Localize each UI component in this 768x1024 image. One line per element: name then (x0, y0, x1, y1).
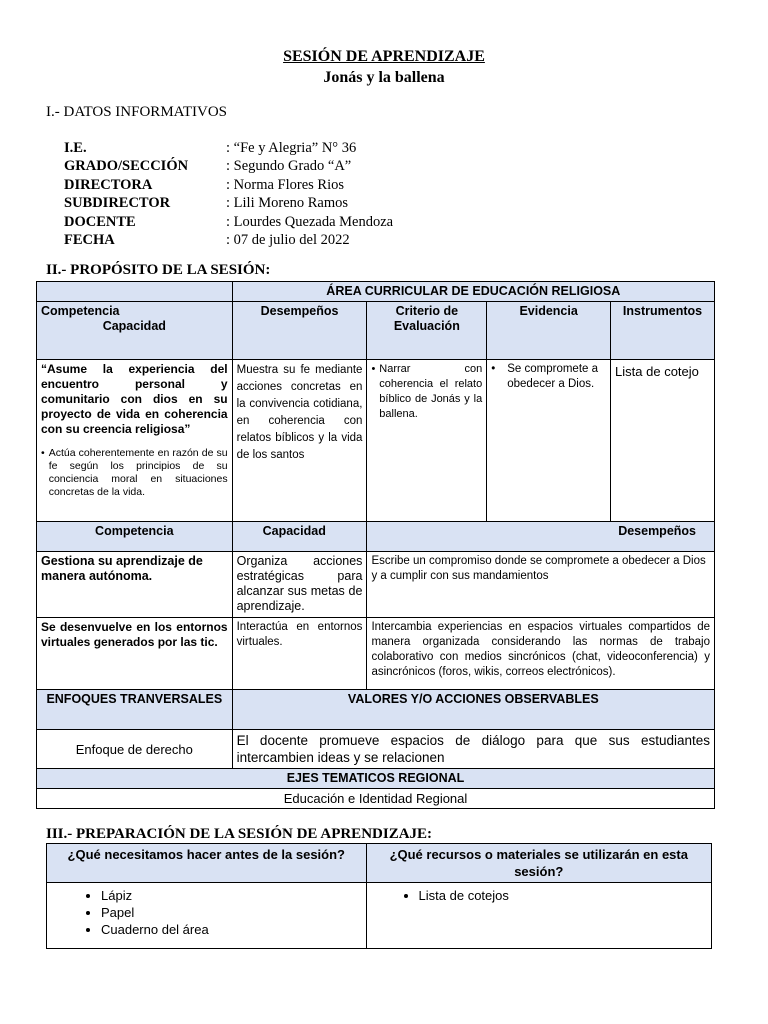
proposito-table (36, 281, 715, 809)
instrumento-text: Lista de cotejo (611, 360, 715, 522)
info-label: FECHA (64, 232, 115, 249)
info-row-ie (64, 139, 393, 157)
row3-desempeno: Intercambia experiencias en espacios virtuales compartidos de manera organizada considerando las normas de trabajo colaborativo con medios sincrónicos (chat, videoconferencia) y asincrónicos (foros, wikis, correos electrónicos). (367, 618, 715, 690)
bullet-icon: • (41, 447, 45, 459)
document-title: SESIÓN DE APRENDIZAJE (283, 48, 485, 65)
capacidad-text: Actúa coherentemente en razón de su fe según los principios de su conciencia moral en situaciones concretas de la vida. (48, 447, 228, 498)
criterio-cell (367, 360, 487, 522)
info-value: : Lili Moreno Ramos (226, 195, 349, 212)
ejes-value: Educación e Identidad Regional (37, 789, 715, 809)
datos-informativos (64, 139, 393, 249)
valores-label: VALORES Y/O ACCIONES OBSERVABLES (232, 690, 714, 730)
ejes-label: EJES TEMATICOS REGIONAL (37, 769, 715, 789)
info-label: SUBDIRECTOR (64, 195, 171, 212)
evidencia-cell (487, 360, 611, 522)
info-label: DIRECTORA (64, 176, 153, 193)
preparacion-table (46, 843, 712, 949)
prep-header-resources: ¿Qué recursos o materiales se utilizarán en esta sesión? (366, 844, 711, 883)
info-row-grado (64, 157, 393, 175)
info-row-docente (64, 213, 393, 231)
criterio-bullet (371, 362, 482, 422)
header-capacidad: Capacidad (102, 319, 166, 333)
valores-value: El docente promueve espacios de diálogo para que sus estudiantes intercambien ideas y se relacionen (232, 730, 714, 769)
evidencia-bullet (491, 362, 606, 392)
sub-header-competencia: Competencia (37, 522, 233, 552)
competencia-text: “Asume la experiencia del encuentro personal y comunitario con dios en su proyecto de vida en coherencia con su creencia religiosa” (41, 362, 228, 436)
section-1-heading: I.- DATOS INFORMATIVOS (46, 104, 227, 120)
info-label: GRADO/SECCIÓN (64, 158, 189, 175)
row2-desempeno: Escribe un compromiso donde se compromete a obedecer a Dios y a cumplir con sus mandamientos (367, 552, 715, 618)
section-2-heading: II.- PROPÓSITO DE LA SESIÓN: (46, 262, 271, 278)
info-row-subdirector (64, 194, 393, 212)
row2-capacidad: Organiza acciones estratégicas para alcanzar sus metas de aprendizaje. (232, 552, 367, 618)
competencia-cell (37, 360, 233, 522)
info-value: : Norma Flores Rios (226, 176, 345, 193)
bullet-icon: • (491, 363, 496, 375)
row3-competencia: Se desenvuelve en los entornos virtuales generados por las tic. (37, 618, 233, 690)
row3-capacidad: Interactúa en entornos virtuales. (232, 618, 367, 690)
info-label: I.E. (64, 140, 87, 156)
table-corner-cell (37, 282, 233, 302)
area-title: ÁREA CURRICULAR DE EDUCACIÓN RELIGIOSA (232, 282, 714, 302)
info-label: DOCENTE (64, 213, 136, 230)
info-row-fecha (64, 231, 393, 249)
enfoques-label: ENFOQUES TRANVERSALES (37, 690, 233, 730)
criterio-text: Narrar con coherencia el relato bíblico de Jonás y la ballena. (379, 363, 483, 420)
list-item: • Papel (101, 904, 362, 921)
header-desempenos: Desempeños (232, 302, 367, 360)
header-instrumentos: Instrumentos (611, 302, 715, 360)
header-criterio: Criterio de Evaluación (367, 302, 487, 360)
section-3-heading: III.- PREPARACIÓN DE LA SESIÓN DE APRENDIZAJE: (46, 826, 433, 842)
header-competencia: Competencia (41, 304, 120, 318)
document-subtitle: Jonás y la ballena (323, 69, 445, 86)
sub-header-capacidad: Capacidad (232, 522, 367, 552)
evidencia-text: Se compromete a obedecer a Dios. (507, 363, 599, 390)
header-competencia-capacidad (37, 302, 233, 360)
capacidad-bullet (41, 447, 228, 499)
enfoque-value: Enfoque de derecho (37, 730, 233, 769)
prep-resources-list (371, 887, 707, 904)
info-row-directora (64, 176, 393, 194)
prep-before-list (51, 887, 362, 938)
info-value: : Lourdes Quezada Mendoza (226, 213, 394, 230)
info-value: : 07 de julio del 2022 (226, 232, 350, 249)
list-item: • Lápiz (101, 887, 362, 904)
desempeno-text: Muestra su fe mediante acciones concretas en la convivencia cotidiana, en coherencia con relatos bíblicos y la vida de los santos (232, 360, 367, 522)
prep-before-cell (47, 883, 367, 949)
prep-resources-cell (366, 883, 711, 949)
list-item: • Lista de cotejos (419, 887, 707, 904)
info-value: : “Fe y Alegria” N° 36 (226, 140, 357, 156)
list-item: • Cuaderno del área (101, 921, 362, 938)
bullet-icon: • (371, 363, 376, 375)
row2-competencia: Gestiona su aprendizaje de manera autónoma. (37, 552, 233, 618)
info-value: : Segundo Grado “A” (226, 158, 352, 175)
prep-header-before: ¿Qué necesitamos hacer antes de la sesión? (47, 844, 367, 883)
sub-header-desempenos: Desempeños (367, 522, 715, 552)
header-evidencia: Evidencia (487, 302, 611, 360)
